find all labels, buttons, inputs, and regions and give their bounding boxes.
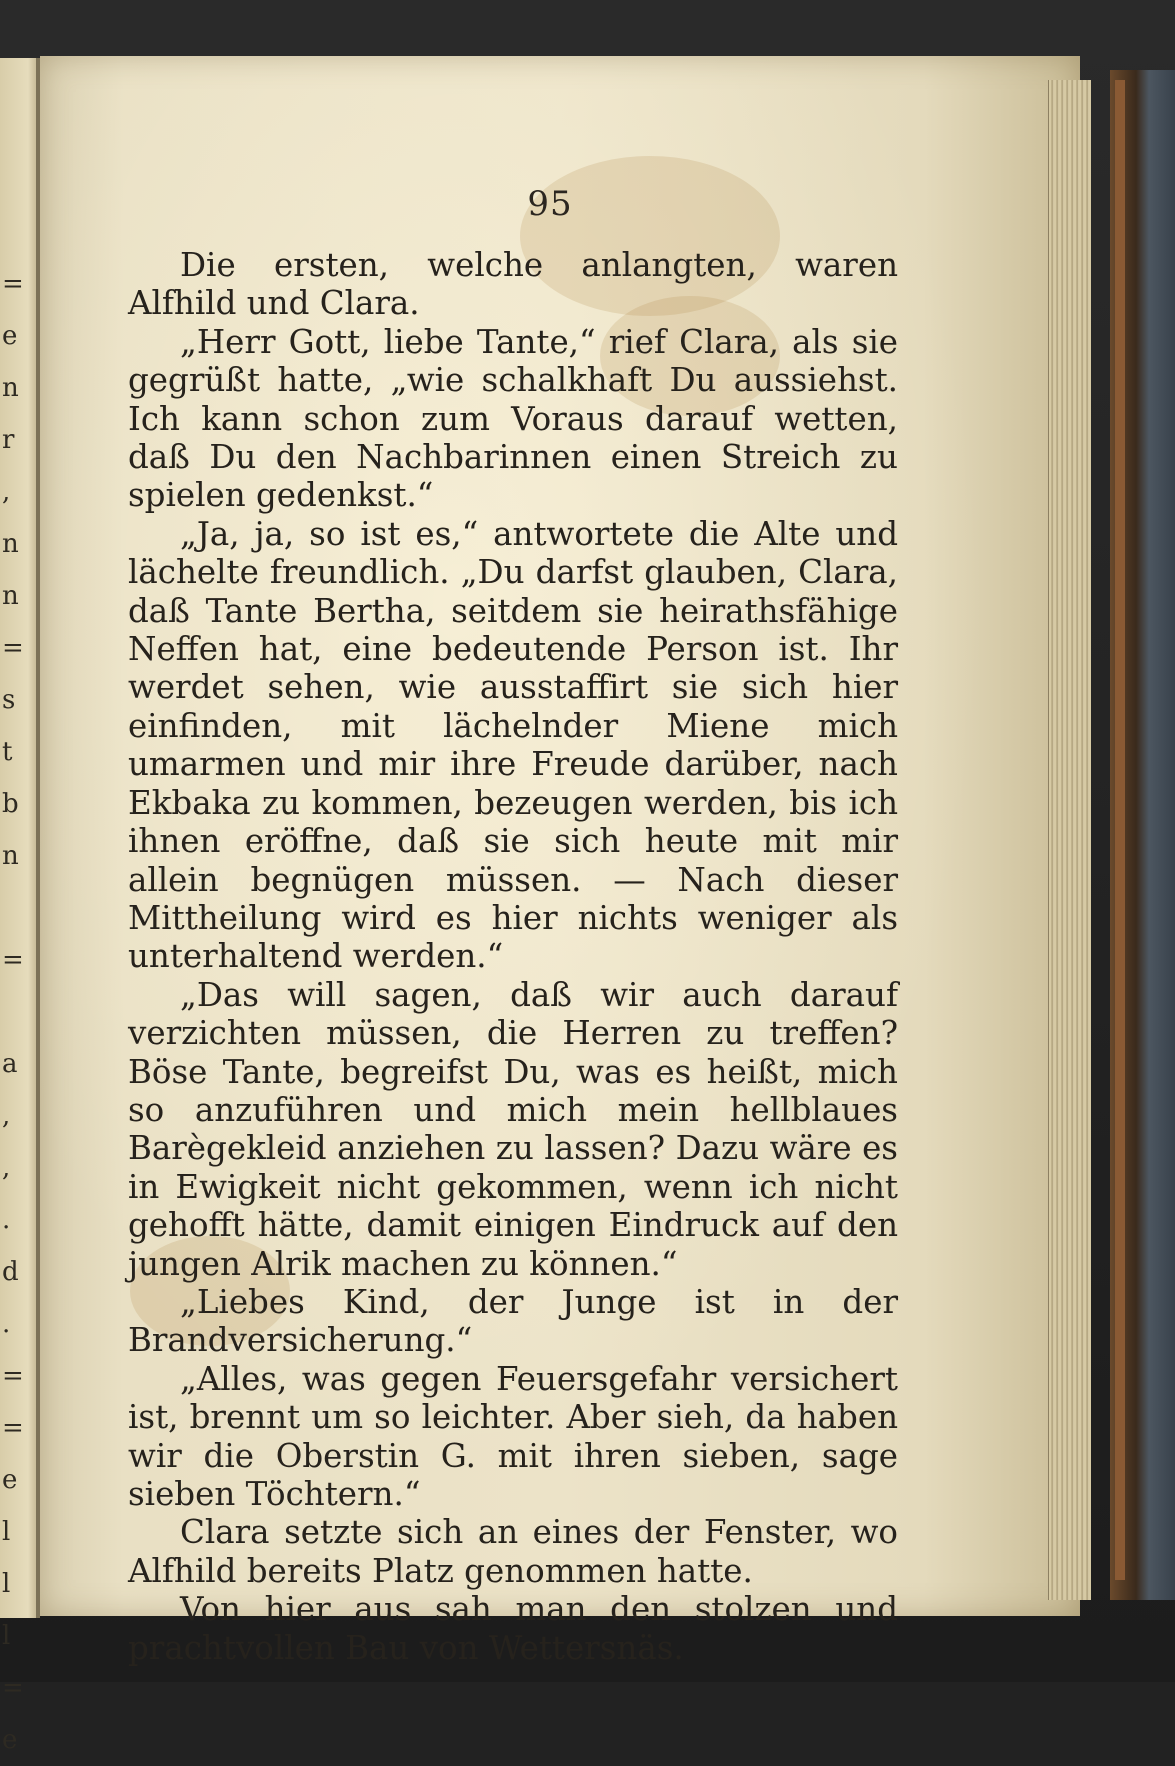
left-page-fragment: = (2, 1361, 24, 1391)
left-page-fragment (2, 986, 32, 1038)
left-page-fragment: d (2, 1257, 19, 1287)
left-page-fragment: l (2, 1517, 11, 1547)
paragraph: „Ja, ja, so ist es,“ antwortete die Alte und lächelte freundlich. „Du darfst glauben, Clara, daß Tante Bertha, seitdem sie heirathsfähige Neffen hat, eine bedeutende Person ist. Ihr werdet sehen, wie ausstaffirt sie sich hier einfinden, mit lächelnder Miene mich umarmen und mir ihre Freude darüber, nach Ekbaka zu kommen, bezeugen werden, bis ich ihnen eröffne, daß sie sich heute mit mir allein begnügen müssen. — Nach dieser Mittheilung wird es hier nichts weniger als unterhaltend werden.“ (128, 514, 898, 976)
left-page-fragment: = (2, 633, 24, 663)
left-page-fragment: . (2, 1205, 11, 1235)
left-page-edge (0, 58, 40, 1755)
paragraph: Die ersten, welche anlangten, waren Alfhild und Clara. (128, 246, 898, 323)
body-text (128, 246, 898, 1667)
left-page-fragment: s (2, 685, 16, 715)
left-page-fragment: e (2, 321, 18, 351)
book-page (40, 56, 1080, 1667)
left-page-fragment: b (2, 789, 19, 819)
left-page-fragments (2, 258, 32, 1766)
left-page-fragment: , (2, 477, 11, 507)
left-page-fragment (2, 882, 32, 934)
paragraph: „Das will sagen, daß wir auch darauf verzichten müssen, die Herren zu treffen? Böse Tante, begreifst Du, was es heißt, mich so anzuführen und mich mein hellblaues Barègekleid anziehen zu lassen? Dazu wäre es in Ewigkeit nicht gekommen, wenn ich nicht gehofft hätte, damit einigen Eindruck auf den jungen Alrik machen zu können.“ (128, 975, 898, 1283)
left-page-fragment: = (2, 1673, 24, 1703)
left-page-fragment: n (2, 841, 19, 871)
left-page-fragment: l (2, 1569, 11, 1599)
left-page-fragment: e (2, 1725, 18, 1755)
left-page-fragment: n (2, 373, 19, 403)
cover-edge (1115, 80, 1125, 1580)
left-page-fragment: n (2, 581, 19, 611)
left-page-fragment: t (2, 737, 13, 767)
left-page-fragment: = (2, 945, 24, 975)
left-page-fragment: e (2, 1465, 18, 1495)
paragraph: Clara setzte sich an eines der Fenster, wo Alfhild bereits Platz genommen hatte. (128, 1513, 898, 1590)
left-page-fragment: = (2, 1413, 24, 1443)
left-page-fragment: n (2, 529, 19, 559)
left-page-fragment: , (2, 1101, 11, 1131)
left-page-fragment: . (2, 1309, 11, 1339)
left-page-fragment: l (2, 1621, 11, 1651)
paragraph: Von hier aus sah man den stolzen und prachtvollen Bau von Wettersnäs. (128, 1590, 898, 1667)
page-block-edges (1048, 80, 1091, 1600)
paragraph: „Alles, was gegen Feuersgefahr versichert ist, brennt um so leichter. Aber sieh, da haben wir die Oberstin G. mit ihren sieben, sage sieben Töchtern.“ (128, 1359, 898, 1513)
page-number: 95 (527, 184, 573, 224)
left-page-fragment: , (2, 1153, 11, 1183)
paragraph: „Herr Gott, liebe Tante,“ rief Clara, als sie gegrüßt hatte, „wie schalkhaft Du aussiehst. Ich kann schon zum Voraus darauf wetten, daß Du den Nachbarinnen einen Streich zu spielen gedenkst.“ (128, 322, 898, 515)
left-page-fragment: r (2, 425, 15, 455)
left-page-fragment: a (2, 1049, 18, 1079)
paragraph: „Liebes Kind, der Junge ist in der Brandversicherung.“ (128, 1282, 898, 1360)
left-page-fragment: = (2, 269, 24, 299)
